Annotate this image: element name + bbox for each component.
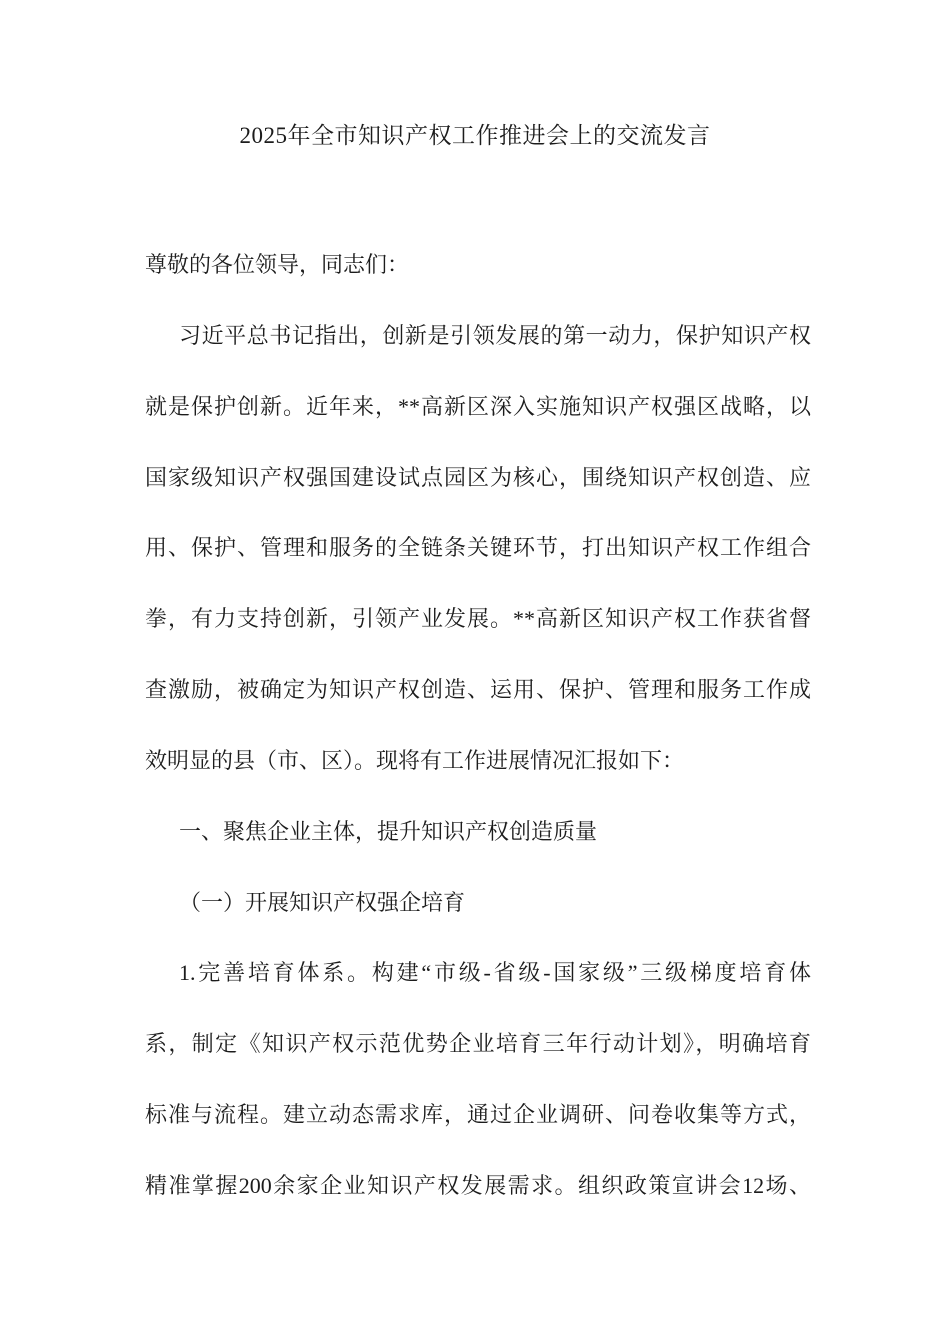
text-line: 查激励，被确定为知识产权创造、运用、保护、管理和服务工作成 bbox=[145, 677, 811, 703]
text-line: 尊敬的各位领导，同志们： bbox=[145, 252, 410, 277]
text-line: 系，制定《知识产权示范优势企业培育三年行动计划》，明确培育 bbox=[145, 1031, 811, 1057]
text-line: （一）开展知识产权强企培育 bbox=[179, 889, 466, 915]
text-line: 国家级知识产权强国建设试点园区为核心，围绕知识产权创造、应 bbox=[145, 464, 811, 490]
text-line: 一、聚焦企业主体，提升知识产权创造质量 bbox=[179, 818, 598, 844]
text-line: 习近平总书记指出，创新是引领发展的第一动力，保护知识产权 bbox=[179, 322, 811, 348]
text-line: 1.完善培育体系。构建“市级-省级-国家级”三级梯度培育体 bbox=[179, 960, 811, 986]
text-line: 标准与流程。建立动态需求库，通过企业调研、问卷收集等方式， bbox=[145, 1102, 811, 1128]
document-body bbox=[145, 230, 811, 1222]
text-line: 效明显的县（市、区）。现将有工作进展情况汇报如下： bbox=[145, 747, 685, 773]
text-line: 精准掌握200余家企业知识产权发展需求。组织政策宣讲会12场、 bbox=[145, 1172, 811, 1198]
text-line: 拳，有力支持创新，引领产业发展。**高新区知识产权工作获省督 bbox=[145, 606, 811, 632]
text-line: 用、保护、管理和服务的全链条关键环节，打出知识产权工作组合 bbox=[145, 535, 811, 561]
text-line: 就是保护创新。近年来，**高新区深入实施知识产权强区战略，以 bbox=[145, 393, 811, 419]
document-title: 2025年全市知识产权工作推进会上的交流发言 bbox=[239, 123, 711, 148]
